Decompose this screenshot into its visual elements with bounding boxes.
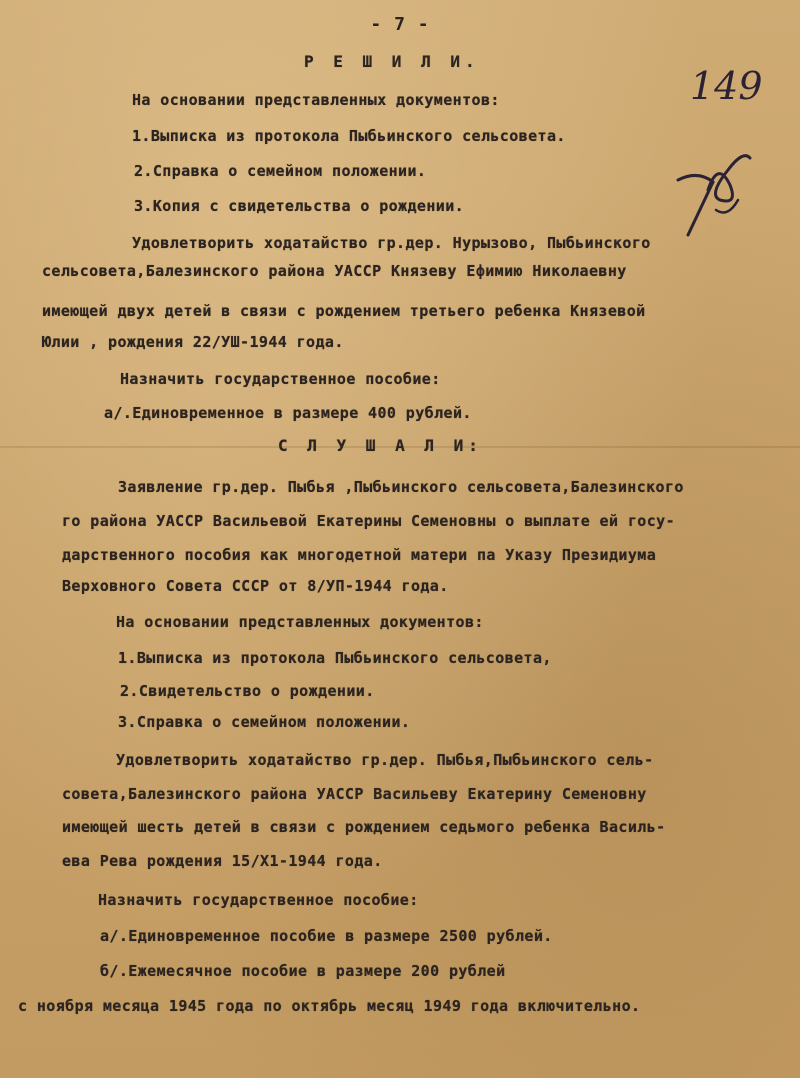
heard-heading: С Л У Ш А Л И: bbox=[278, 436, 483, 455]
doc-line: имеющей двух детей в связи с рождением третьего ребенка Князевой bbox=[42, 302, 646, 320]
doc-line: На основании представленных документов: bbox=[116, 613, 484, 631]
doc-line: сельсовета,Балезинского района УАССР Князеву Ефимию Николаевну bbox=[42, 262, 627, 280]
doc-line: 1.Выписка из протокола Пыбьинского сельсовета. bbox=[132, 127, 566, 145]
doc-line: Удовлетворить ходатайство гр.дер. Пыбья,Пыбьинского сель- bbox=[116, 751, 654, 769]
doc-line: Назначить государственное пособие: bbox=[98, 891, 419, 909]
doc-line: 2.Справка о семейном положении. bbox=[134, 162, 427, 180]
doc-line: Юлии , рождения 22/УШ-1944 года. bbox=[42, 333, 344, 351]
handwritten-mark-icon bbox=[668, 140, 758, 240]
doc-line: а/.Единовременное пособие в размере 2500 рублей. bbox=[100, 927, 553, 945]
doc-line: 2.Свидетельство о рождении. bbox=[120, 682, 375, 700]
doc-line: с ноября месяца 1945 года по октябрь месяц 1949 года включительно. bbox=[18, 997, 641, 1015]
handwritten-number: 149 bbox=[690, 64, 763, 108]
doc-line: На основании представленных документов: bbox=[132, 91, 500, 109]
doc-line: дарственного пособия как многодетной матери па Указу Президиума bbox=[62, 546, 657, 564]
doc-line: 3.Справка о семейном положении. bbox=[118, 713, 411, 731]
doc-line: имеющей шесть детей в связи с рождением седьмого ребенка Василь- bbox=[62, 818, 666, 836]
resolved-heading: Р Е Ш И Л И. bbox=[304, 52, 480, 71]
doc-line: совета,Балезинского района УАССР Васильеву Екатерину Семеновну bbox=[62, 785, 647, 803]
doc-line: 1.Выписка из протокола Пыбьинского сельсовета, bbox=[118, 649, 552, 667]
doc-line: го района УАССР Васильевой Екатерины Семеновны о выплате ей госу- bbox=[62, 512, 675, 530]
doc-line: Верховного Совета СССР от 8/УП-1944 года. bbox=[62, 577, 449, 595]
doc-line: б/.Ежемесячное пособие в размере 200 рублей bbox=[100, 962, 506, 980]
doc-line: Удовлетворить ходатайство гр.дер. Нурызово, Пыбьинского bbox=[132, 234, 651, 252]
doc-line: Назначить государственное пособие: bbox=[120, 370, 441, 388]
doc-line: Заявление гр.дер. Пыбья ,Пыбьинского сельсовета,Балезинского bbox=[118, 478, 684, 496]
doc-line: 3.Копия с свидетельства о рождении. bbox=[134, 197, 465, 215]
doc-line: а/.Единовременное в размере 400 рублей. bbox=[104, 404, 472, 422]
doc-line: ева Рева рождения 15/Х1-1944 года. bbox=[62, 852, 383, 870]
page-number: - 7 - bbox=[370, 14, 430, 35]
